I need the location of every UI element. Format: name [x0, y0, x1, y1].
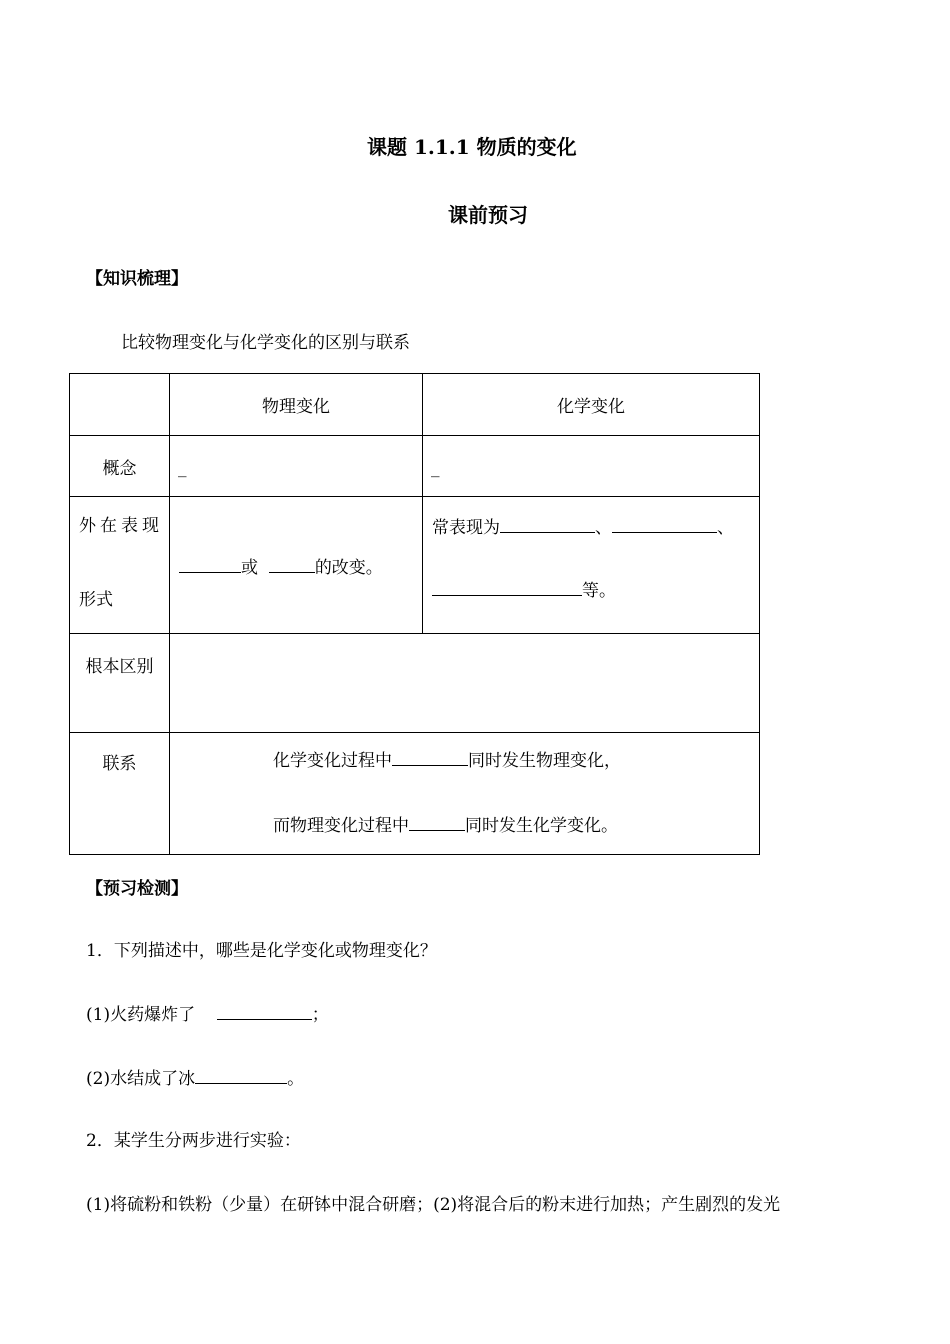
table-row-concept	[70, 436, 760, 497]
table-row-relation	[70, 733, 760, 855]
question-1-item-a	[86, 1000, 329, 1025]
concept-physical-cell: _	[170, 436, 423, 497]
appearance-label-line2: 形式	[79, 590, 113, 610]
header-physical: 物理变化	[170, 374, 423, 436]
fill-blank[interactable]	[195, 1067, 287, 1084]
section-knowledge-heading: 【知识梳理】	[86, 269, 188, 289]
relation-line1-prefix: 化学变化过程中	[273, 751, 392, 771]
page-title: 课题 1.1.1 物质的变化	[367, 135, 577, 159]
q1b-label: (2)水结成了冰	[86, 1069, 196, 1089]
appearance-label-line1: 外在表现	[79, 516, 163, 536]
row-label-concept: 概念	[70, 436, 170, 497]
fill-blank[interactable]	[217, 1003, 312, 1020]
relation-cell	[170, 733, 760, 855]
question-1-item-b	[86, 1064, 304, 1089]
fill-blank[interactable]	[269, 556, 315, 573]
chem-sep-text: 、	[595, 518, 612, 538]
table-header-row	[70, 374, 760, 436]
phys-suffix-text: 的改变。	[314, 557, 383, 578]
appearance-chemical-cell	[423, 497, 760, 634]
table-row-difference	[70, 634, 760, 733]
header-chemical: 化学变化	[423, 374, 760, 436]
section-check-heading: 【预习检测】	[86, 879, 188, 899]
relation-line1-suffix: 同时发生物理变化，	[468, 751, 621, 771]
comparison-table	[69, 373, 760, 855]
row-label-relation: 联系	[70, 733, 170, 855]
chem-prefix-text: 常表现为	[432, 518, 500, 538]
fill-blank[interactable]	[179, 556, 241, 573]
fill-blank[interactable]	[392, 749, 468, 766]
difference-cell	[170, 634, 760, 733]
question-1: 1．下列描述中，哪些是化学变化或物理变化？	[86, 941, 437, 961]
row-label-appearance	[70, 497, 170, 634]
appearance-physical-cell	[170, 497, 423, 634]
table-row-appearance	[70, 497, 760, 634]
q1a-label: (1)火药爆炸了	[86, 1005, 196, 1025]
question-2-text: (1)将硫粉和铁粉（少量）在研钵中混合研磨；(2)将混合后的粉末进行加热；产生剧烈的发光	[86, 1195, 781, 1215]
phys-or-text: 或	[241, 557, 258, 578]
table-corner-cell	[70, 374, 170, 436]
concept-chemical-cell: _	[423, 436, 760, 497]
relation-line2-suffix: 同时发生化学变化。	[465, 816, 618, 836]
q1a-end: ；	[311, 1005, 329, 1025]
chem-sep-text: 、	[717, 518, 734, 538]
question-2: 2．某学生分两步进行实验：	[86, 1131, 301, 1151]
fill-blank[interactable]	[612, 516, 717, 533]
fill-blank[interactable]	[409, 814, 465, 831]
page-subtitle: 课前预习	[448, 203, 528, 227]
q1b-end: 。	[287, 1069, 305, 1089]
fill-blank[interactable]	[432, 579, 582, 596]
intro-text: 比较物理变化与化学变化的区别与联系	[121, 333, 410, 353]
relation-line2-prefix: 而物理变化过程中	[273, 816, 409, 836]
chem-suffix-text: 等。	[582, 581, 616, 601]
row-label-difference: 根本区别	[70, 634, 170, 733]
fill-blank[interactable]	[500, 516, 595, 533]
